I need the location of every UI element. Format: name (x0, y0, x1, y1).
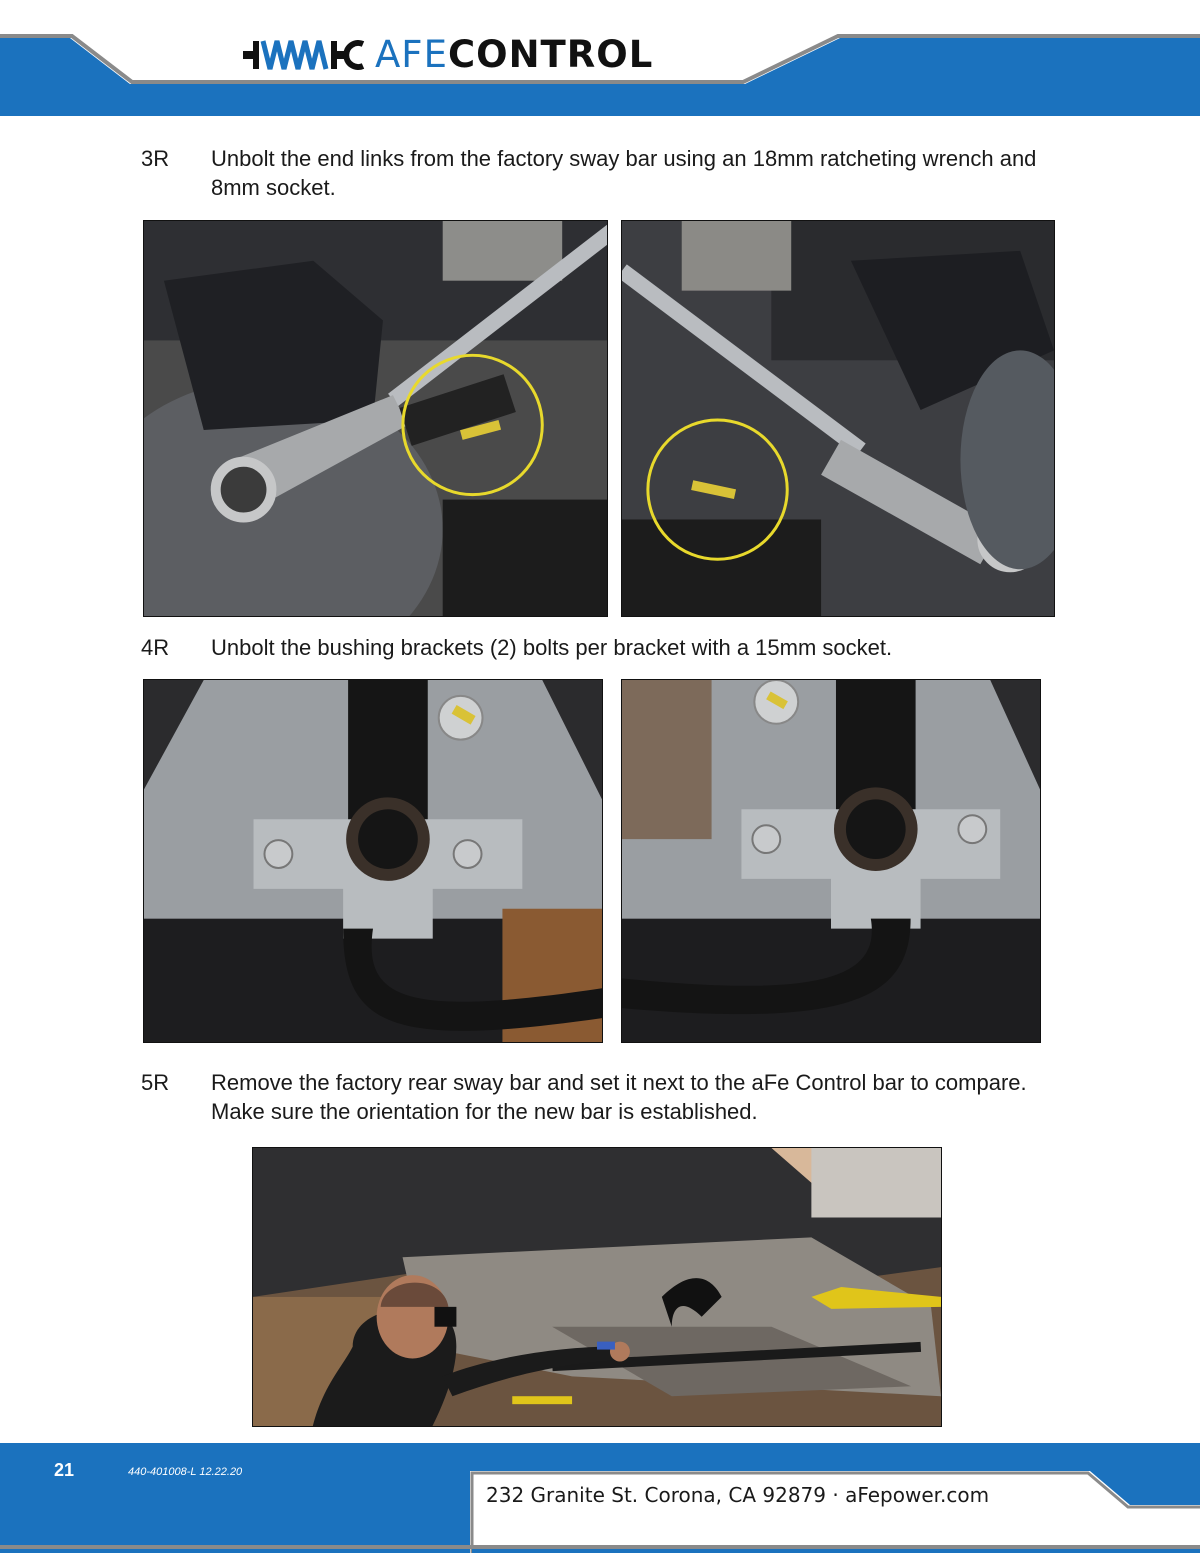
document-code: 440-401008-L 12.22.20 (128, 1466, 243, 1478)
coil-spring-logo-icon (243, 35, 365, 75)
step-number: 3R (141, 146, 170, 171)
photo-end-link-right (621, 220, 1055, 617)
photo-bushing-bracket-right (621, 679, 1041, 1043)
brand-control: CONTROL (447, 33, 654, 76)
brand-afe: AFE (375, 33, 448, 76)
photo-end-link-left (143, 220, 608, 617)
page-number: 21 (54, 1460, 75, 1480)
step-text: Unbolt the end links from the factory sway bar using an 18mm ratcheting wrench and 8mm socket. (211, 146, 1037, 200)
step-number: 5R (141, 1070, 170, 1095)
photo-bushing-bracket-left (143, 679, 603, 1043)
step-text: Remove the factory rear sway bar and set it next to the aFe Control bar to compare. Make sure the orientation for the new bar is established. (211, 1070, 1027, 1124)
photo-remove-sway-bar (252, 1147, 942, 1427)
step-4r (141, 633, 1061, 662)
step-text: Unbolt the bushing brackets (2) bolts per bracket with a 15mm socket. (211, 635, 893, 660)
step-3r (141, 144, 1061, 202)
step-5r (141, 1068, 1061, 1126)
step-number: 4R (141, 635, 170, 660)
brand-wordmark (375, 35, 653, 75)
brand-logo (243, 35, 653, 75)
company-address: 232 Granite St. Corona, CA 92879 · aFepower.com (486, 1483, 990, 1507)
